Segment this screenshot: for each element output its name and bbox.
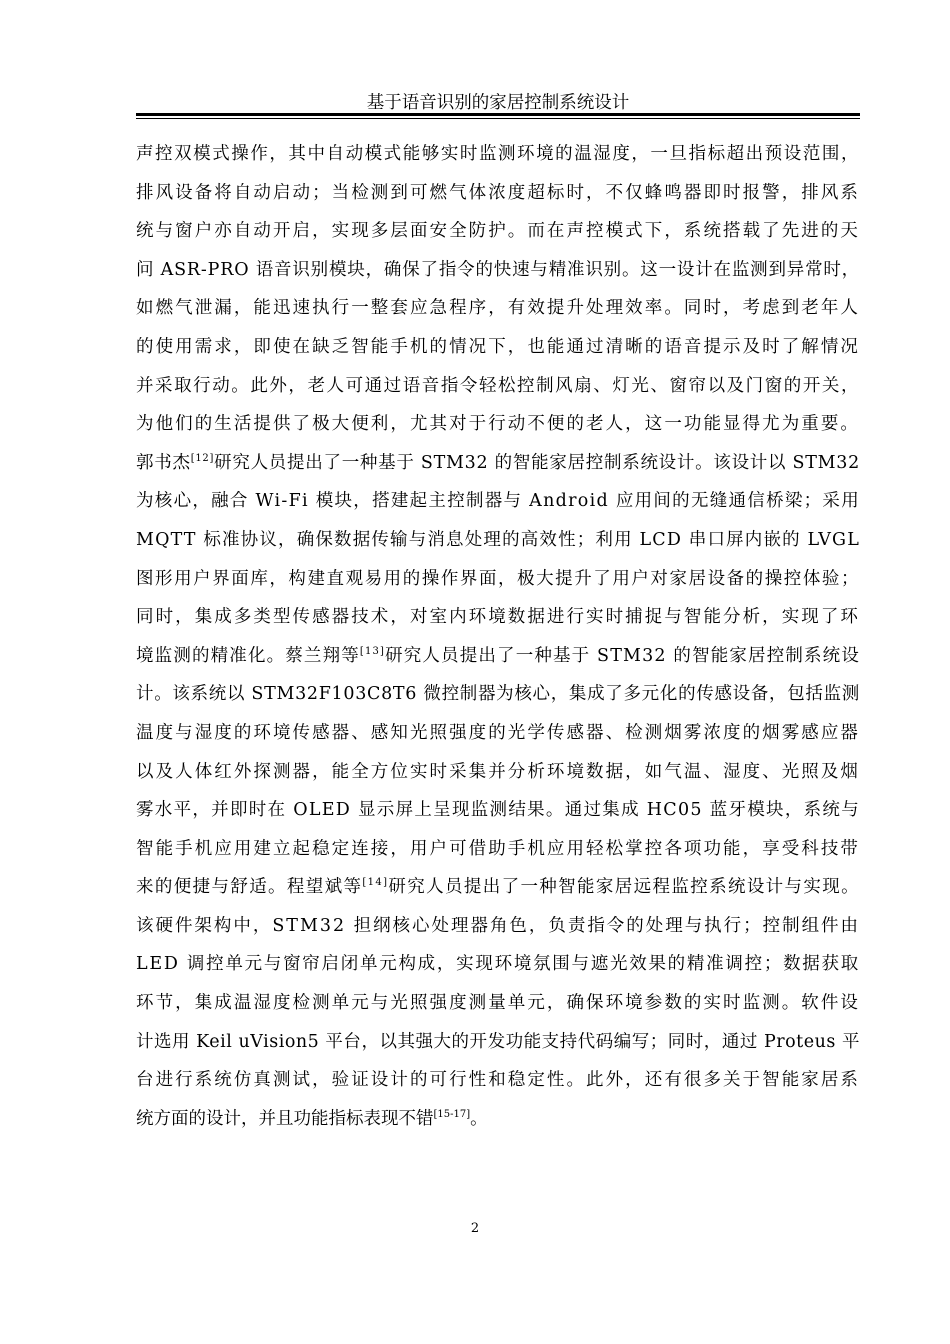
text-line [136, 675, 860, 714]
text-segment: 郭书杰 [136, 452, 191, 473]
text-segment: 研究人员提出了一种智能家居远程监控系统设计与实现。 [388, 877, 861, 898]
text-segment: 图形用户界面库，构建直观易用的操作界面，极大提升了用户对家居设备的操控体验； [136, 568, 860, 589]
text-segment: 智能手机应用建立起稳定连接，用户可借助手机应用轻松掌控各项功能，享受科技带 [136, 838, 860, 859]
text-line [136, 328, 860, 367]
text-segment: 问 ASR-PRO 语音识别模块，确保了指令的快速与精准识别。这一设计在监测到异常时， [136, 259, 860, 280]
text-line [136, 791, 860, 830]
text-line [136, 753, 860, 792]
text-line [136, 945, 860, 984]
text-segment: 统与窗户亦自动开启，实现多层面安全防护。而在声控模式下，系统搭载了先进的天 [136, 221, 860, 242]
text-line [136, 1100, 860, 1139]
header-rule-thin [136, 118, 860, 119]
text-segment: 计选用 Keil uVision5 平台，以其强大的开发功能支持代码编写；同时，通过 Proteus 平 [136, 1031, 860, 1052]
text-line [136, 482, 860, 521]
text-segment: 雾水平，并即时在 OLED 显示屏上呈现监测结果。通过集成 HC05 蓝牙模块，系统与 [136, 800, 860, 821]
text-segment: 研究人员提出了一种基于 STM32 的智能家居控制系统设 [385, 645, 860, 666]
text-line [136, 868, 860, 907]
text-line [136, 405, 860, 444]
text-segment: 该硬件架构中，STM32 担纲核心处理器角色，负责指令的处理与执行；控制组件由 [136, 915, 860, 936]
page-header-title: 基于语音识别的家居控制系统设计 [366, 93, 630, 113]
text-line [136, 1023, 860, 1062]
text-line [136, 1061, 860, 1100]
text-segment: 声控双模式操作，其中自动模式能够实时监测环境的温湿度，一旦指标超出预设范围， [136, 144, 860, 164]
text-line [136, 560, 860, 599]
text-segment: 统方面的设计，并且功能指标表现不错 [136, 1108, 434, 1129]
text-segment: 台进行系统仿真测试，验证设计的可行性和稳定性。此外，还有很多关于智能家居系 [136, 1070, 860, 1091]
text-segment: LED 调控单元与窗帘启闭单元构成，实现环境氛围与遮光效果的精准调控；数据获取 [136, 954, 860, 975]
text-line [136, 367, 860, 406]
citation-marker: [12] [190, 452, 215, 464]
page-number: 2 [470, 1221, 480, 1236]
citation-marker: [14] [362, 877, 389, 889]
text-segment: 为他们的生活提供了极大便利，尤其对于行动不便的老人，这一功能显得尤为重要。 [136, 414, 860, 435]
text-segment: 的使用需求，即使在缺乏智能手机的情况下，也能通过清晰的语音提示及时了解情况 [136, 336, 860, 357]
text-line [136, 907, 860, 946]
text-line [136, 251, 860, 290]
text-segment: MQTT 标准协议，确保数据传输与消息处理的高效性；利用 LCD 串口屏内嵌的 LVGL [136, 529, 860, 550]
text-line [136, 714, 860, 753]
text-segment: 排风设备将自动启动；当检测到可燃气体浓度超标时，不仅蜂鸣器即时报警，排风系 [136, 182, 860, 203]
text-line [136, 135, 860, 174]
text-line [136, 637, 860, 676]
text-segment: 为核心，融合 Wi-Fi 模块，搭建起主控制器与 Android 应用间的无缝通信桥梁；采用 [136, 491, 860, 512]
text-line [136, 984, 860, 1023]
text-segment: 同时，集成多类型传感器技术，对室内环境数据进行实时捕捉与智能分析，实现了环 [136, 607, 860, 628]
text-line [136, 521, 860, 560]
text-segment: 并采取行动。此外，老人可通过语音指令轻松控制风扇、灯光、窗帘以及门窗的开关， [136, 375, 860, 396]
text-line [136, 444, 860, 483]
text-segment: 来的便捷与舒适。程望斌等 [136, 877, 363, 898]
text-segment: 如燃气泄漏，能迅速执行一整套应急程序，有效提升处理效率。同时，考虑到老年人 [136, 298, 860, 319]
text-segment: 研究人员提出了一种基于 STM32 的智能家居控制系统设计。该设计以 STM32 [214, 452, 861, 473]
text-segment: 环节，集成温湿度检测单元与光照强度测量单元，确保环境参数的实时监测。软件设 [136, 993, 860, 1014]
citation-marker: [15-17] [433, 1109, 471, 1121]
text-line [136, 212, 860, 251]
citation-marker: [13] [359, 645, 386, 657]
text-segment: 以及人体红外探测器，能全方位实时采集并分析环境数据，如气温、湿度、光照及烟 [136, 761, 860, 782]
text-segment: 境监测的精准化。蔡兰翔等 [136, 645, 360, 666]
text-line [136, 830, 860, 869]
header-rule-thick [136, 113, 860, 116]
body-paragraph [136, 135, 860, 1138]
text-segment: 温度与湿度的环境传感器、感知光照强度的光学传感器、检测烟雾浓度的烟雾感应器 [136, 722, 860, 743]
text-line [136, 174, 860, 213]
text-line [136, 289, 860, 328]
text-segment: 计。该系统以 STM32F103C8T6 微控制器为核心，集成了多元化的传感设备，包括监测 [136, 684, 860, 705]
text-line [136, 598, 860, 637]
text-segment: 。 [470, 1108, 488, 1129]
